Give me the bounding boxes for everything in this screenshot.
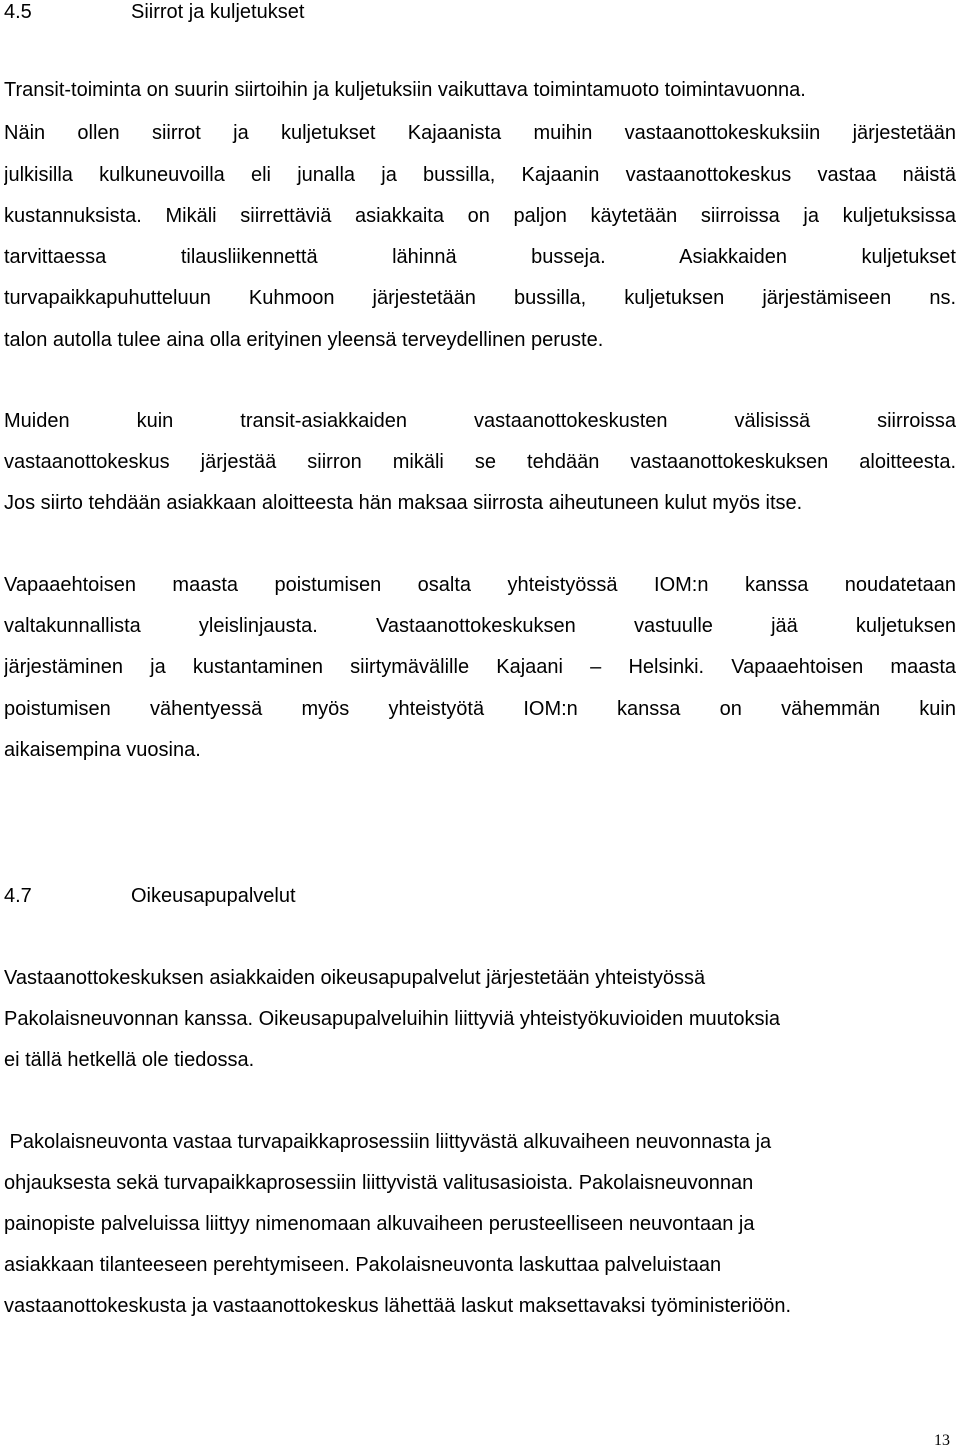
text-line: talon autolla tulee aina olla erityinen yleensä terveydellinen peruste. <box>4 329 604 351</box>
text-line: julkisilla kulkuneuvoilla eli junalla ja bussilla, Kajaanin vastaanottokeskus vastaa näistä <box>4 164 956 186</box>
section-number: 4.7 <box>4 885 32 907</box>
text-line: Jos siirto tehdään asiakkaan aloitteesta hän maksaa siirrosta aiheutuneen kulut myös itse. <box>4 492 803 514</box>
section-number: 4.5 <box>4 1 32 23</box>
text-line: Transit-toiminta on suurin siirtoihin ja kuljetuksiin vaikuttava toimintamuoto toimintavuonna. <box>4 79 806 101</box>
text-line: ohjauksesta sekä turvapaikkaprosessiin liittyvistä valitusasioista. Pakolaisneuvonnan <box>4 1172 754 1194</box>
text-line: turvapaikkapuhutteluun Kuhmoon järjestetään bussilla, kuljetuksen järjestämiseen ns. <box>4 287 956 309</box>
text-line: vastaanottokeskusta ja vastaanottokeskus lähettää laskut maksettavaksi työministeriöön. <box>4 1295 792 1317</box>
text-line: kustannuksista. Mikäli siirrettäviä asiakkaita on paljon käytetään siirroissa ja kuljetuksissa <box>4 205 956 227</box>
text-line: Pakolaisneuvonnan kanssa. Oikeusapupalveluihin liittyviä yhteistyökuvioiden muutoksia <box>4 1008 781 1030</box>
text-line: Vastaanottokeskuksen asiakkaiden oikeusapupalvelut järjestetään yhteistyössä <box>4 967 706 989</box>
text-line: Pakolaisneuvonta vastaa turvapaikkaprosessiin liittyvästä alkuvaiheen neuvonnasta ja <box>4 1131 772 1153</box>
text-line: järjestäminen ja kustantaminen siirtymävälille Kajaani – Helsinki. Vapaaehtoisen maasta <box>4 656 956 678</box>
text-line: painopiste palveluissa liittyy nimenomaan alkuvaiheen perusteelliseen neuvontaan ja <box>4 1213 755 1235</box>
section-heading-4-5 <box>4 0 304 24</box>
text-line: poistumisen vähentyessä myös yhteistyötä IOM:n kanssa on vähemmän kuin <box>4 698 956 720</box>
text-line: vastaanottokeskus järjestää siirron mikäli se tehdään vastaanottokeskuksen aloitteesta. <box>4 451 956 473</box>
text-line: aikaisempina vuosina. <box>4 739 201 761</box>
text-line: tarvittaessa tilausliikennettä lähinnä busseja. Asiakkaiden kuljetukset <box>4 246 956 268</box>
section-heading-4-7 <box>4 884 296 908</box>
text-line: valtakunnallista yleislinjausta. Vastaanottokeskuksen vastuulle jää kuljetuksen <box>4 615 956 637</box>
text-line: Vapaaehtoisen maasta poistumisen osalta yhteistyössä IOM:n kanssa noudatetaan <box>4 574 956 596</box>
section-title: Siirrot ja kuljetukset <box>131 1 305 23</box>
text-line: Näin ollen siirrot ja kuljetukset Kajaanista muihin vastaanottokeskuksiin järjestetään <box>4 122 956 144</box>
text-line: Muiden kuin transit-asiakkaiden vastaanottokeskusten välisissä siirroissa <box>4 410 956 432</box>
text-line: ei tällä hetkellä ole tiedossa. <box>4 1049 255 1071</box>
section-title: Oikeusapupalvelut <box>131 885 296 907</box>
text-line: asiakkaan tilanteeseen perehtymiseen. Pakolaisneuvonta laskuttaa palveluistaan <box>4 1254 722 1276</box>
page-number: 13 <box>934 1432 950 1449</box>
